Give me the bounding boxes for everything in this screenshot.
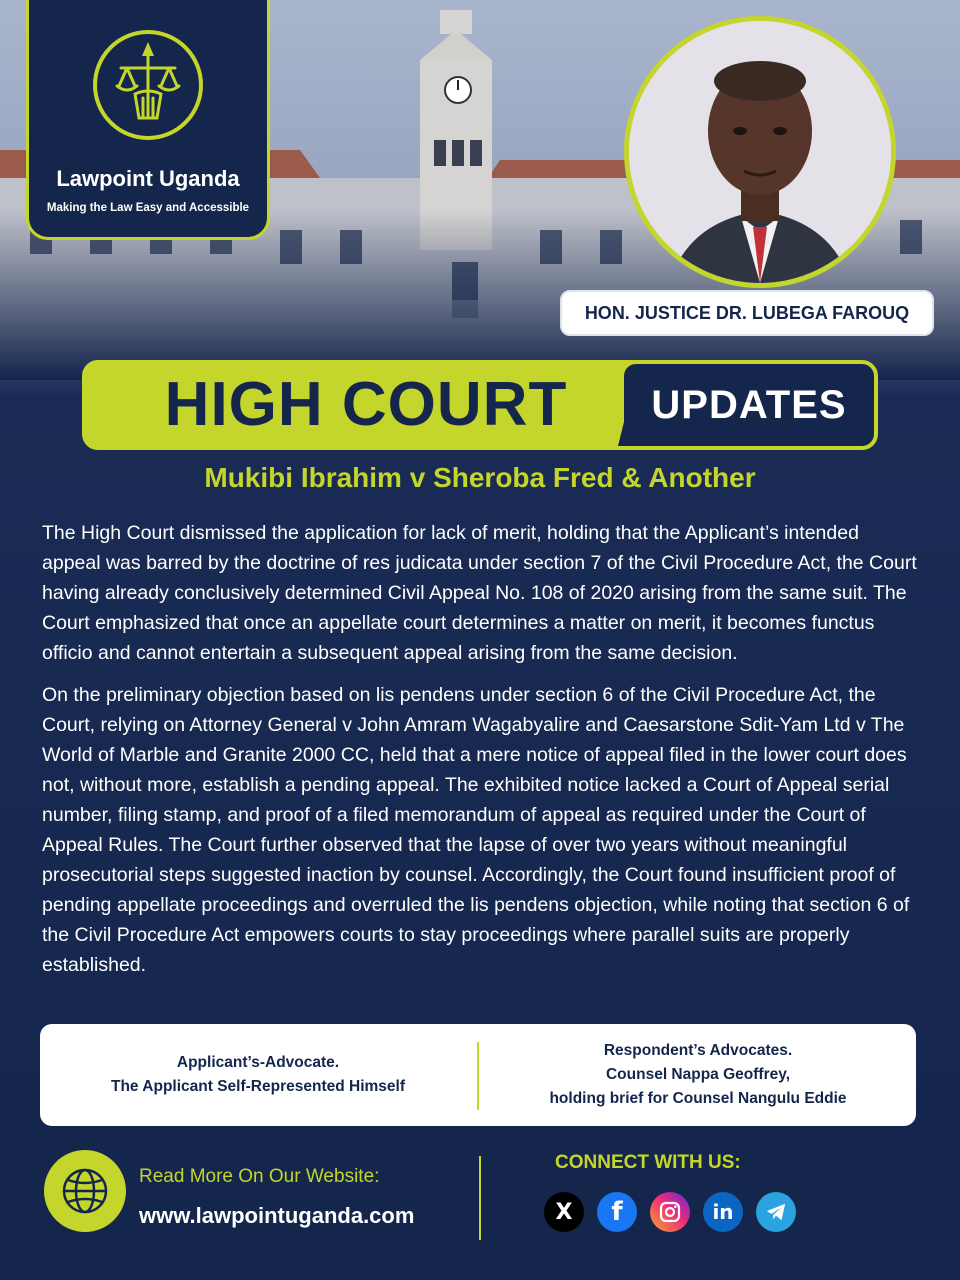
telegram-icon[interactable] [756, 1192, 796, 1232]
advocates-divider [477, 1042, 479, 1110]
summary-paragraph: The High Court dismissed the application for lack of merit, holding that the Applicant’s intended appeal was barred by the doctrine of res judicata under section 7 of the Civil Procedure Act, the Court having already conclusively determined Civil Appeal No. 108 of 2020 arising from the same suit. The Court emphasized that once an appellate court determines a matter on merit, it becomes functus officio and cannot entertain a subsequent appeal arising from the same decision. [42, 522, 917, 664]
footer-divider [479, 1156, 481, 1240]
headline-main: HIGH COURT [164, 370, 568, 439]
brand-tagline: Making the Law Easy and Accessible [46, 202, 250, 214]
connect-label: CONNECT WITH US: [555, 1152, 741, 1173]
x-icon[interactable]: X [544, 1192, 584, 1232]
logo-badge [26, 0, 270, 240]
instagram-icon[interactable] [650, 1192, 690, 1232]
respondent-line-1: Counsel Nappa Geoffrey, [605, 1066, 791, 1083]
website-link[interactable]: www.lawpointuganda.com [139, 1203, 415, 1228]
respondent-advocates [480, 1024, 916, 1126]
advocates-card [40, 1024, 916, 1126]
headline-banner [82, 360, 878, 450]
applicant-heading: Applicant’s-Advocate. [176, 1054, 340, 1071]
judge-portrait [624, 16, 896, 288]
case-title: Mukibi Ibrahim v Sheroba Fred & Another [204, 462, 756, 493]
summary-paragraph: On the preliminary objection based on lis pendens under section 6 of the Civil Procedure Act, the Court, relying on Attorney General v John Amram Wagabyalire and Caesarstone Sdit-Yam Ltd v The World of Marble and Granite 2000 CC, held that a mere notice of appeal filed in the lower court does not, without more, establish a pending appeal. The exhibited notice lacked a Court of Appeal serial number, filing stamp, and proof of a filed memorandum of appeal as required under the Court of Appeal Rules. The Court further observed that the lapse of over two years without meaningful prosecutorial steps suggested inaction by counsel. Accordingly, the Court found insufficient proof of pending appellate proceedings and overruled the lis pendens objection, while noting that section 6 of the Civil Procedure Act empowers courts to stay proceedings where parallel suits are properly established. [42, 684, 910, 976]
applicant-advocate [40, 1024, 476, 1126]
facebook-icon[interactable]: f [597, 1192, 637, 1232]
brand-name: Lawpoint Uganda [56, 166, 240, 191]
linkedin-icon[interactable]: in [703, 1192, 743, 1232]
scales-of-justice-logo-icon [93, 30, 203, 140]
read-more-label: Read More On Our Website: [139, 1166, 380, 1187]
respondent-heading: Respondent’s Advocates. [603, 1042, 793, 1059]
respondent-line-2: holding brief for Counsel Nangulu Eddie [549, 1090, 847, 1107]
applicant-detail: The Applicant Self-Represented Himself [111, 1078, 405, 1095]
case-summary [42, 518, 918, 992]
globe-icon [44, 1150, 126, 1232]
social-links [544, 1192, 796, 1232]
judge-name-label: HON. JUSTICE DR. LUBEGA FAROUQ [560, 290, 934, 336]
headline-sub: UPDATES [624, 364, 874, 446]
